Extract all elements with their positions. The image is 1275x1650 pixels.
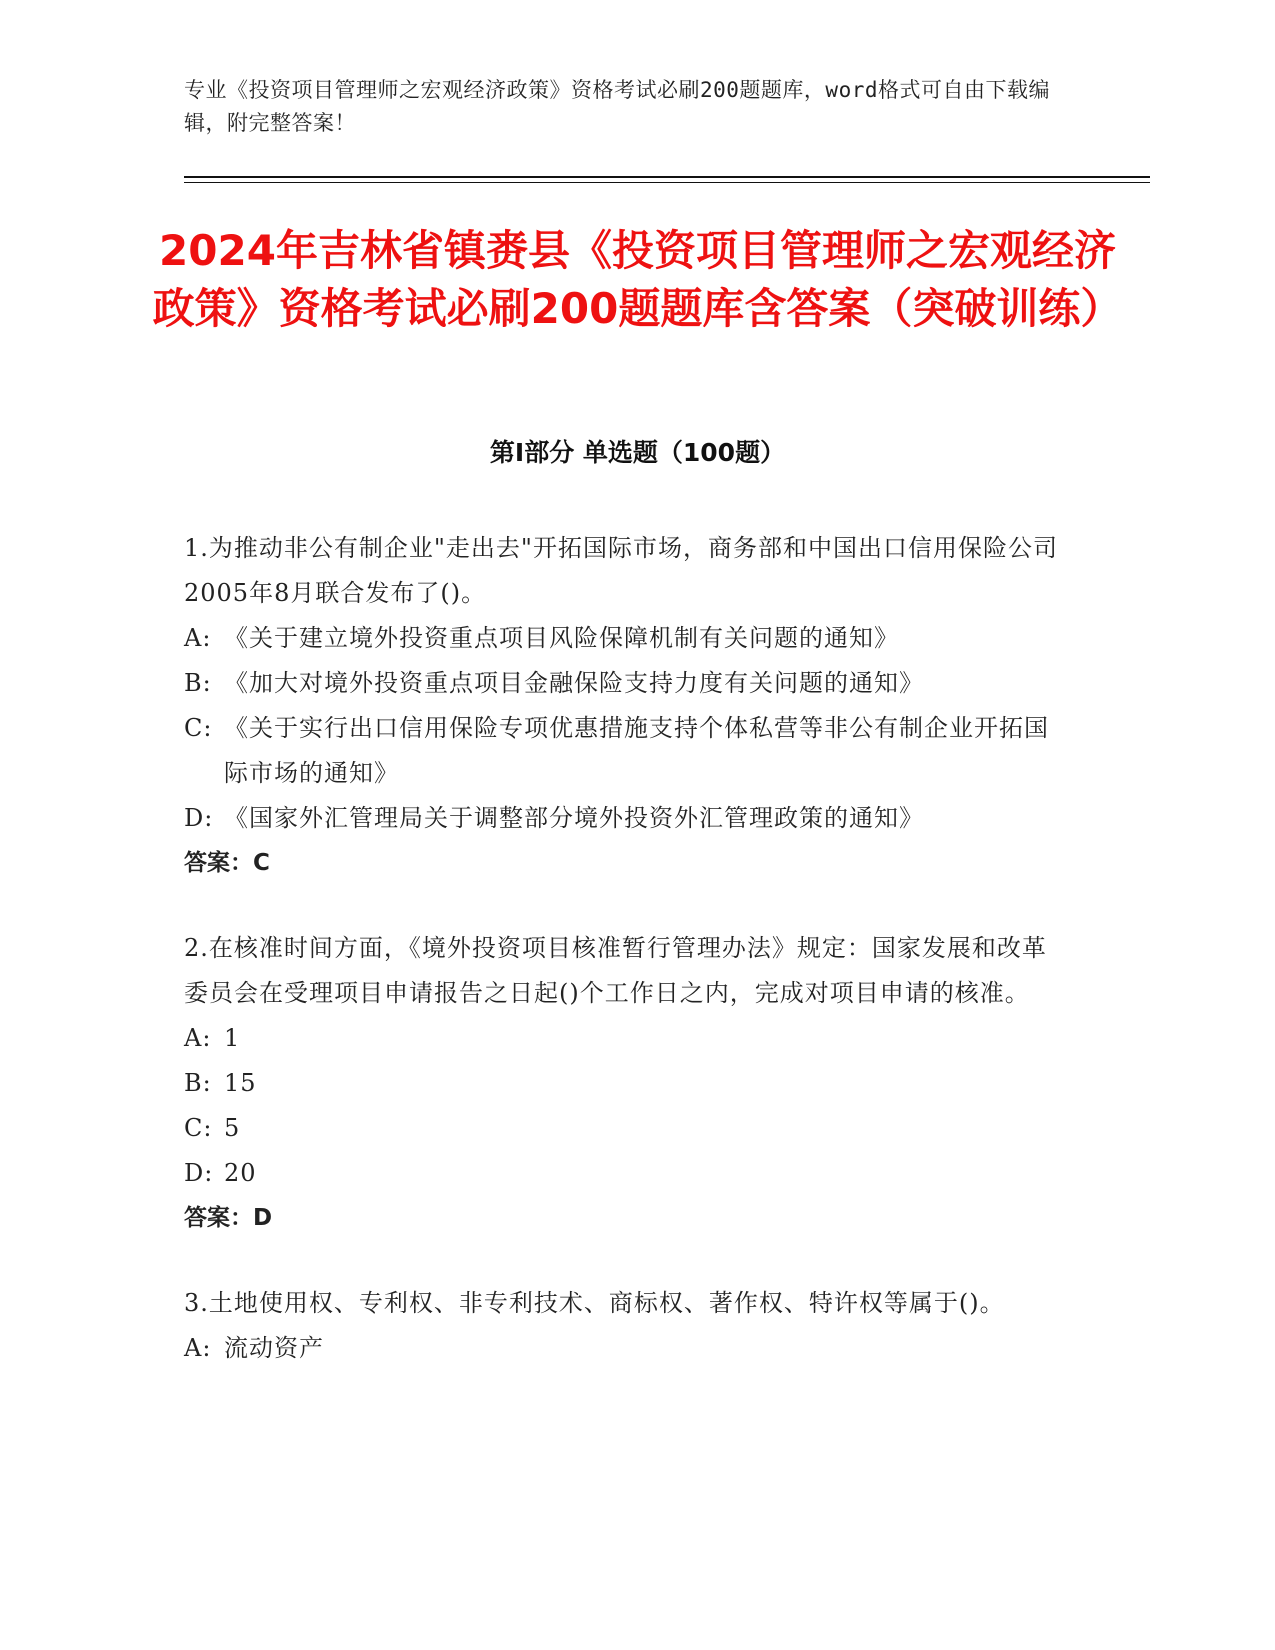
option-a: [184, 1016, 1064, 1061]
option-text: 《关于建立境外投资重点项目风险保障机制有关问题的通知》: [224, 624, 899, 652]
option-text: 20: [224, 1159, 257, 1187]
option-text: 《加大对境外投资重点项目金融保险支持力度有关问题的通知》: [224, 669, 924, 697]
answer-line: 答案：C: [184, 850, 270, 876]
option-letter: B:: [184, 669, 212, 697]
option-letter: B:: [184, 1069, 212, 1097]
option-text: 15: [224, 1069, 257, 1097]
option-b: [184, 661, 1064, 706]
option-text: 1: [224, 1024, 241, 1052]
option-d: [184, 1151, 1064, 1196]
question-stem: 1.为推动非公有制企业"走出去"开拓国际市场，商务部和中国出口信用保险公司2005年8月联合发布了()。: [184, 534, 1058, 607]
option-c: [184, 1106, 1064, 1151]
option-text: 《关于实行出口信用保险专项优惠措施支持个体私营等非公有制企业开拓国际市场的通知》: [224, 714, 1049, 787]
option-b: [184, 1061, 1064, 1106]
option-c: [184, 706, 1064, 796]
header-note: 专业《投资项目管理师之宏观经济政策》资格考试必刷200题题库，word格式可自由下载编辑，附完整答案！: [184, 78, 1050, 135]
option-text: 《国家外汇管理局关于调整部分境外投资外汇管理政策的通知》: [224, 804, 924, 832]
question-1: [184, 526, 1064, 886]
option-a: [184, 1326, 1064, 1371]
answer-line: 答案：D: [184, 1205, 273, 1231]
question-list: [184, 526, 1064, 1411]
question-stem: 2.在核准时间方面，《境外投资项目核准暂行管理办法》规定：国家发展和改革委员会在受理项目申请报告之日起()个工作日之内，完成对项目申请的核准。: [184, 934, 1047, 1007]
option-text: 5: [224, 1114, 241, 1142]
option-a: [184, 616, 1064, 661]
option-letter: C:: [184, 1114, 213, 1142]
section-heading: 第I部分 单选题（100题）: [489, 438, 786, 467]
option-letter: A:: [184, 1334, 212, 1362]
option-letter: A:: [184, 1024, 212, 1052]
option-letter: A:: [184, 624, 212, 652]
option-text: 流动资产: [224, 1334, 324, 1362]
option-letter: D:: [184, 1159, 214, 1187]
option-letter: D:: [184, 804, 214, 832]
header-rule-thick: [184, 176, 1150, 178]
document-title: 2024年吉林省镇赉县《投资项目管理师之宏观经济政策》资格考试必刷200题题库含答案（突破训练）: [152, 226, 1123, 333]
question-stem: 3.土地使用权、专利权、非专利技术、商标权、著作权、特许权等属于()。: [184, 1289, 1005, 1317]
header-rule-thin: [184, 182, 1150, 183]
question-3: [184, 1281, 1064, 1371]
option-d: [184, 796, 1064, 841]
question-2: [184, 926, 1064, 1241]
option-letter: C:: [184, 714, 213, 742]
